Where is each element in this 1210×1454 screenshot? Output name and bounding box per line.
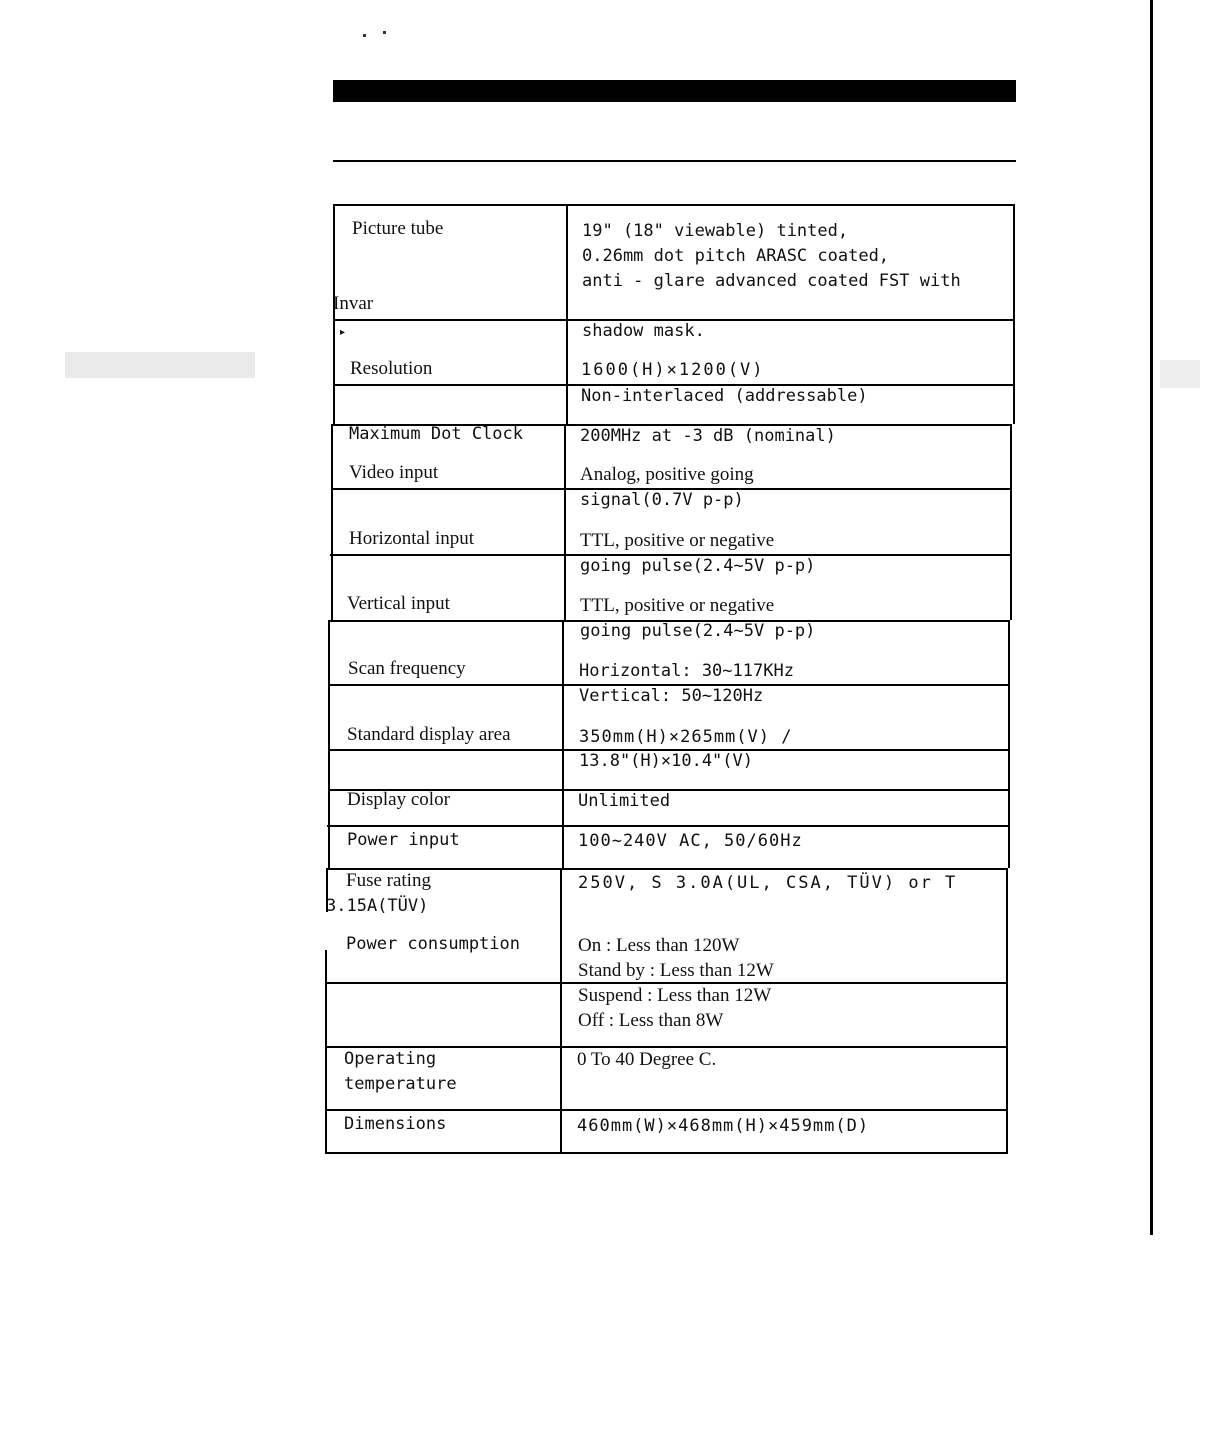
spec-label-power-consumption: Power consumption (346, 934, 520, 954)
spec-value: 460mm(W)×468mm(H)×459mm(D) (577, 1116, 870, 1136)
spec-value: Stand by : Less than 12W (578, 960, 774, 981)
spec-label-vertical-input: Vertical input (347, 593, 450, 614)
spec-label-resolution: Resolution (350, 358, 433, 379)
spec-value: 250V, S 3.0A(UL, CSA, TÜV) or T (578, 873, 958, 893)
stray-mark: ▸ (340, 327, 346, 338)
row-rule (327, 825, 1008, 827)
table-mid-divider (560, 868, 562, 1154)
table-right-border (1006, 868, 1008, 1154)
table-left-border (328, 620, 330, 868)
spec-label-fuse-rating: Fuse rating (346, 870, 431, 891)
row-rule (325, 1109, 1007, 1111)
spec-value: 1600(H)×1200(V) (581, 360, 765, 380)
spec-label-operating-temperature: Operating (344, 1049, 437, 1069)
table-right-border (1013, 204, 1015, 424)
spec-value: On : Less than 120W (578, 935, 740, 956)
spec-value: Horizontal: 30~117KHz (579, 661, 794, 681)
spec-value: 13.8"(H)×10.4"(V) (579, 751, 753, 771)
spec-value: going pulse(2.4~5V p-p) (580, 556, 816, 576)
row-rule (325, 1152, 1007, 1154)
spec-label-display-color: Display color (347, 789, 450, 810)
spec-label-max-dot-clock: Maximum Dot Clock (349, 424, 523, 444)
spec-value: Non-interlaced (addressable) (581, 386, 868, 406)
spec-stray-text: Invar (333, 293, 374, 314)
table-right-border (1010, 424, 1012, 620)
spec-stray-text: 3.15A(TÜV) (326, 896, 429, 916)
scan-noise (65, 352, 255, 378)
spec-value: signal(0.7V p-p) (580, 490, 744, 510)
header-rule (333, 160, 1016, 162)
scan-mark (383, 31, 386, 34)
spec-value: 0.26mm dot pitch ARASC coated, (582, 246, 890, 266)
spec-label-video-input: Video input (349, 462, 439, 483)
spec-value: 200MHz at -3 dB (nominal) (580, 426, 836, 446)
table-right-border (1008, 620, 1010, 868)
spec-value: TTL, positive or negative (580, 530, 775, 551)
spec-label-operating-temperature-line2: temperature (344, 1074, 457, 1094)
spec-value: 0 To 40 Degree C. (577, 1049, 717, 1070)
spec-label-standard-display-area: Standard display area (347, 724, 511, 745)
row-rule (326, 982, 1007, 984)
spec-value: Suspend : Less than 12W (578, 985, 772, 1006)
spec-label-picture-tube: Picture tube (352, 218, 444, 239)
spec-value: Off : Less than 8W (578, 1010, 724, 1031)
spec-value: Vertical: 50~120Hz (579, 686, 764, 706)
spec-value: 350mm(H)×265mm(V) / (579, 727, 793, 747)
table-left-border (325, 950, 327, 1154)
spec-value: 100~240V AC, 50/60Hz (578, 831, 803, 851)
spec-value: Unlimited (578, 791, 671, 811)
table-mid-divider (564, 424, 566, 620)
spec-label-scan-frequency: Scan frequency (348, 658, 466, 679)
scan-mark (363, 34, 366, 37)
spec-value: shadow mask. (582, 321, 705, 341)
scan-noise (1160, 360, 1200, 388)
spec-value: anti - glare advanced coated FST with (582, 271, 961, 291)
spec-value: TTL, positive or negative (580, 595, 775, 616)
table-mid-divider (566, 204, 568, 424)
row-rule (333, 204, 1015, 206)
table-left-border (331, 424, 333, 620)
spec-label-power-input: Power input (347, 830, 460, 850)
spec-label-horizontal-input: Horizontal input (349, 528, 475, 549)
spec-value: going pulse(2.4~5V p-p) (580, 621, 816, 641)
spec-value: 19" (18" viewable) tinted, (582, 221, 849, 241)
spec-value: Analog, positive going (580, 464, 754, 485)
spec-label-dimensions: Dimensions (344, 1114, 447, 1134)
page-edge-line (1150, 0, 1153, 1235)
table-mid-divider (562, 620, 564, 868)
header-bar (333, 80, 1016, 102)
